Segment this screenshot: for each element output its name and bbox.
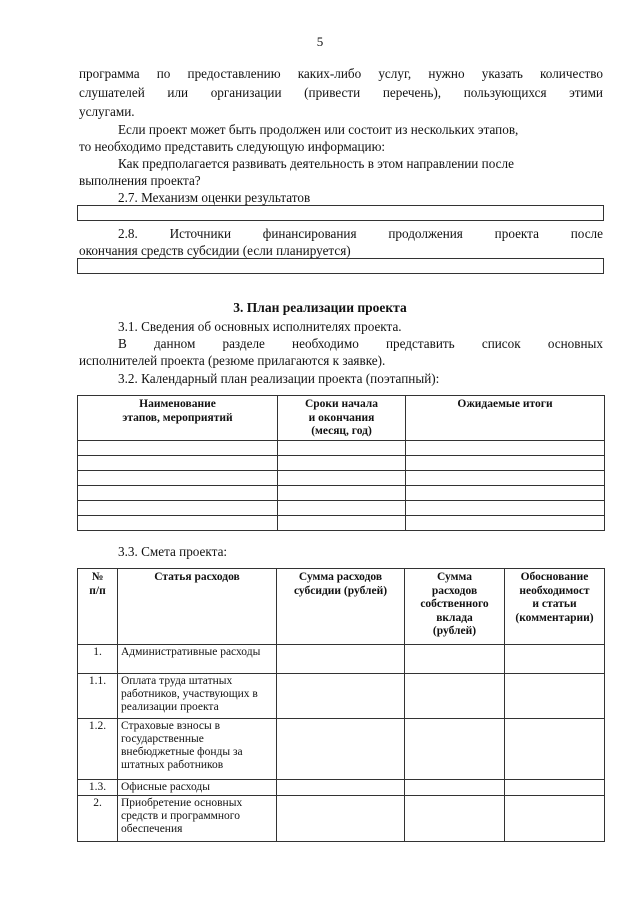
continuation-line-1: Если проект может быть продолжен или состоит из нескольких этапов, bbox=[118, 122, 519, 137]
plan-cell[interactable] bbox=[78, 441, 278, 456]
budget-row-item: Офисные расходы bbox=[118, 780, 277, 796]
budget-cell-own[interactable] bbox=[405, 674, 505, 719]
budget-row-number: 1.3. bbox=[78, 780, 118, 796]
plan-cell[interactable] bbox=[78, 486, 278, 501]
budget-row bbox=[78, 719, 605, 780]
plan-row bbox=[78, 501, 605, 516]
budget-row-item: Оплата труда штатных работников, участвующих в реализации проекта bbox=[118, 674, 277, 719]
plan-cell[interactable] bbox=[78, 501, 278, 516]
budget-cell-subsidy[interactable] bbox=[277, 780, 405, 796]
budget-header-row bbox=[78, 569, 605, 645]
section-3-2-label: 3.2. Календарный план реализации проекта (поэтапный): bbox=[118, 371, 440, 386]
plan-row bbox=[78, 456, 605, 471]
budget-row bbox=[78, 796, 605, 842]
budget-table bbox=[77, 568, 605, 842]
plan-header-results: Ожидаемые итоги bbox=[406, 396, 605, 441]
budget-header-justification: Обоснование необходимост и статьи (комментарии) bbox=[505, 569, 605, 645]
budget-cell-justification[interactable] bbox=[505, 645, 605, 674]
continuation-line-2: то необходимо представить следующую информацию: bbox=[79, 139, 386, 154]
budget-cell-own[interactable] bbox=[405, 719, 505, 780]
budget-row-number: 2. bbox=[78, 796, 118, 842]
section-3-1-text-line-1: В данном разделе необходимо представить список основных bbox=[118, 336, 603, 351]
budget-header-number: № п/п bbox=[78, 569, 118, 645]
plan-cell[interactable] bbox=[278, 441, 406, 456]
budget-row-number: 1. bbox=[78, 645, 118, 674]
budget-cell-own[interactable] bbox=[405, 796, 505, 842]
budget-row-item: Страховые взносы в государственные внебюджетные фонды за штатных работников bbox=[118, 719, 277, 780]
plan-row bbox=[78, 516, 605, 531]
budget-row-number: 1.2. bbox=[78, 719, 118, 780]
development-line-2: выполнения проекта? bbox=[79, 173, 201, 188]
intro-line-3: услугами. bbox=[79, 104, 135, 119]
plan-header-row bbox=[78, 396, 605, 441]
budget-cell-own[interactable] bbox=[405, 780, 505, 796]
budget-cell-subsidy[interactable] bbox=[277, 719, 405, 780]
budget-row bbox=[78, 674, 605, 719]
budget-cell-justification[interactable] bbox=[505, 674, 605, 719]
section-3-3-label: 3.3. Смета проекта: bbox=[118, 544, 228, 559]
development-line-1: Как предполагается развивать деятельность в этом направлении после bbox=[118, 156, 514, 171]
budget-row bbox=[78, 780, 605, 796]
budget-cell-subsidy[interactable] bbox=[277, 796, 405, 842]
budget-cell-justification[interactable] bbox=[505, 719, 605, 780]
plan-header-dates: Сроки начала и окончания (месяц, год) bbox=[278, 396, 406, 441]
plan-cell[interactable] bbox=[278, 516, 406, 531]
intro-line-1: программа по предоставлению каких-либо услуг, нужно указать количество bbox=[79, 66, 603, 81]
plan-cell[interactable] bbox=[406, 456, 605, 471]
plan-row bbox=[78, 486, 605, 501]
evaluation-mechanism-field[interactable] bbox=[77, 205, 604, 221]
plan-cell[interactable] bbox=[278, 456, 406, 471]
budget-cell-justification[interactable] bbox=[505, 796, 605, 842]
intro-line-2: слушателей или организации (привести перечень), пользующихся этими bbox=[79, 85, 603, 100]
plan-cell[interactable] bbox=[78, 471, 278, 486]
plan-cell[interactable] bbox=[278, 471, 406, 486]
budget-header-item: Статья расходов bbox=[118, 569, 277, 645]
budget-row-item: Административные расходы bbox=[118, 645, 277, 674]
plan-header-stages: Наименование этапов, мероприятий bbox=[78, 396, 278, 441]
budget-header-subsidy: Сумма расходов субсидии (рублей) bbox=[277, 569, 405, 645]
plan-cell[interactable] bbox=[406, 441, 605, 456]
section-2-7-label: 2.7. Механизм оценки результатов bbox=[118, 190, 311, 205]
plan-cell[interactable] bbox=[278, 501, 406, 516]
plan-row bbox=[78, 471, 605, 486]
plan-cell[interactable] bbox=[406, 501, 605, 516]
plan-cell[interactable] bbox=[78, 516, 278, 531]
budget-row-number: 1.1. bbox=[78, 674, 118, 719]
budget-header-own-contribution: Сумма расходов собственного вклада (рублей) bbox=[405, 569, 505, 645]
plan-row bbox=[78, 441, 605, 456]
page-number: 5 bbox=[316, 34, 324, 49]
funding-sources-field[interactable] bbox=[77, 258, 604, 274]
budget-cell-subsidy[interactable] bbox=[277, 645, 405, 674]
plan-cell[interactable] bbox=[78, 456, 278, 471]
budget-row-item: Приобретение основных средств и программного обеспечения bbox=[118, 796, 277, 842]
budget-row bbox=[78, 645, 605, 674]
budget-cell-justification[interactable] bbox=[505, 780, 605, 796]
plan-cell[interactable] bbox=[278, 486, 406, 501]
budget-cell-subsidy[interactable] bbox=[277, 674, 405, 719]
plan-cell[interactable] bbox=[406, 516, 605, 531]
section-3-1-text-line-2: исполнителей проекта (резюме прилагаются к заявке). bbox=[79, 353, 386, 368]
plan-cell[interactable] bbox=[406, 471, 605, 486]
section-2-8-line-2: окончания средств субсидии (если планируется) bbox=[79, 243, 351, 258]
calendar-plan-table bbox=[77, 395, 605, 531]
section-3-1-label: 3.1. Сведения об основных исполнителях проекта. bbox=[118, 319, 402, 334]
plan-cell[interactable] bbox=[406, 486, 605, 501]
section-2-8-line-1: 2.8. Источники финансирования продолжения проекта после bbox=[118, 226, 603, 241]
budget-cell-own[interactable] bbox=[405, 645, 505, 674]
section-3-heading: 3. План реализации проекта bbox=[233, 300, 407, 315]
